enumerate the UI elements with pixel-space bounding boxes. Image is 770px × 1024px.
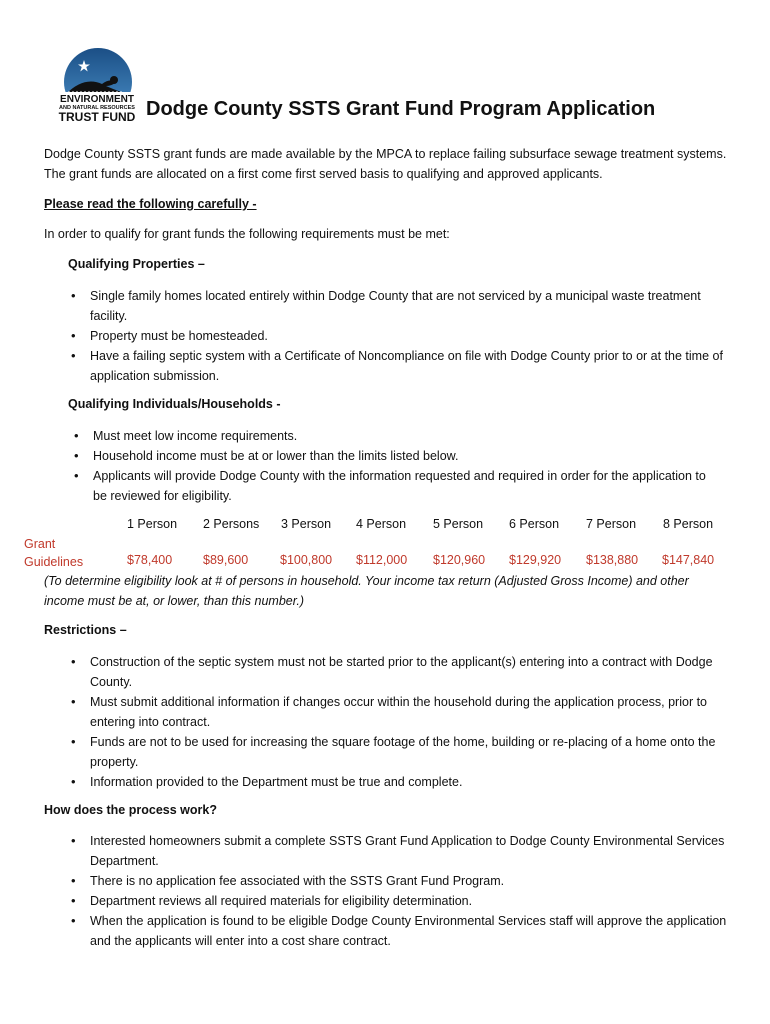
list-item: • Single family homes located entirely within Dodge County that are not serviced by a municipal waste treatment facility.: [68, 286, 728, 326]
grant-amount-cell: $120,960: [433, 553, 486, 567]
svg-text:ENVIRONMENT: ENVIRONMENT: [60, 94, 134, 105]
table-header-cell: 4 Person: [356, 517, 407, 531]
grant-amount-cell: $89,600: [203, 553, 249, 567]
table-header-cell: 6 Person: [509, 517, 560, 531]
list-item: • Must meet low income requirements.: [71, 426, 711, 446]
environment-trust-fund-logo: [44, 46, 148, 124]
qualifying-properties-heading: Qualifying Properties –: [68, 257, 205, 271]
list-item: • Construction of the septic system must not be started prior to the applicant(s) entering into a contract with Dodge County.: [68, 652, 730, 692]
requirements-intro: In order to qualify for grant funds the following requirements must be met:: [44, 227, 450, 241]
table-header-cell: 2 Persons: [203, 517, 260, 531]
list-item: • Interested homeowners submit a complete SSTS Grant Fund Application to Dodge County Environmental Services Department.: [68, 831, 730, 871]
eligibility-note: (To determine eligibility look at # of persons in household. Your income tax return (Adjusted Gross Income) and other income must be at, or lower, than this number.): [44, 574, 689, 608]
grant-amount-cell: $147,840: [662, 553, 715, 567]
page-title: Dodge County SSTS Grant Fund Program Application: [146, 98, 656, 120]
list-item: • Household income must be at or lower than the limits listed below.: [71, 446, 711, 466]
list-item: • Property must be homesteaded.: [68, 326, 728, 346]
list-item: • Department reviews all required materials for eligibility determination.: [68, 891, 730, 911]
table-header-cell: 7 Person: [586, 517, 637, 531]
intro-paragraph: Dodge County SSTS grant funds are made available by the MPCA to replace failing subsurface sewage treatment systems. The grant funds are allocated on a first come first served basis to qualifying and approved applicants.: [44, 147, 727, 181]
grant-guidelines-label: [24, 535, 83, 571]
qualifying-individuals-list: [71, 426, 711, 506]
grant-amount-cell: $138,880: [586, 553, 639, 567]
svg-text:TRUST FUND: TRUST FUND: [58, 110, 136, 124]
table-header-cell: 3 Person: [281, 517, 332, 531]
list-item: • Information provided to the Department must be true and complete.: [68, 772, 730, 792]
table-header-cell: 1 Person: [127, 517, 178, 531]
list-item: • Have a failing septic system with a Certificate of Noncompliance on file with Dodge County prior to or at the time of application submission.: [68, 346, 728, 386]
qualifying-properties-list: [68, 286, 728, 386]
list-item: • There is no application fee associated with the SSTS Grant Fund Program.: [68, 871, 730, 891]
list-item: • Must submit additional information if changes occur within the household during the application process, prior to entering into contract.: [68, 692, 730, 732]
loon-logo-icon: [44, 46, 148, 124]
grant-amount-cell: $129,920: [509, 553, 562, 567]
grant-label-line1: Grant: [24, 537, 56, 551]
restrictions-list: [68, 652, 730, 792]
list-item: • Applicants will provide Dodge County with the information requested and required in order for the application to be reviewed for eligibility.: [71, 466, 711, 506]
table-header-cell: 8 Person: [663, 517, 714, 531]
grant-amount-cell: $78,400: [127, 553, 173, 567]
grant-amount-cell: $100,800: [280, 553, 333, 567]
process-list: [68, 831, 730, 951]
svg-text:AND NATURAL RESOURCES: AND NATURAL RESOURCES: [59, 105, 135, 111]
list-item: • When the application is found to be eligible Dodge County Environmental Services staff will approve the application and the applicants will enter into a cost share contract.: [68, 911, 730, 951]
table-header-cell: 5 Person: [433, 517, 484, 531]
grant-label-line2: Guidelines: [24, 555, 84, 569]
list-item: • Funds are not to be used for increasing the square footage of the home, building or re-placing of a home onto the property.: [68, 732, 730, 772]
restrictions-heading: Restrictions –: [44, 623, 127, 637]
grant-amount-cell: $112,000: [356, 553, 408, 567]
process-heading: How does the process work?: [44, 803, 217, 817]
please-read-heading: Please read the following carefully -: [44, 197, 257, 211]
qualifying-individuals-heading: Qualifying Individuals/Households -: [68, 397, 281, 411]
